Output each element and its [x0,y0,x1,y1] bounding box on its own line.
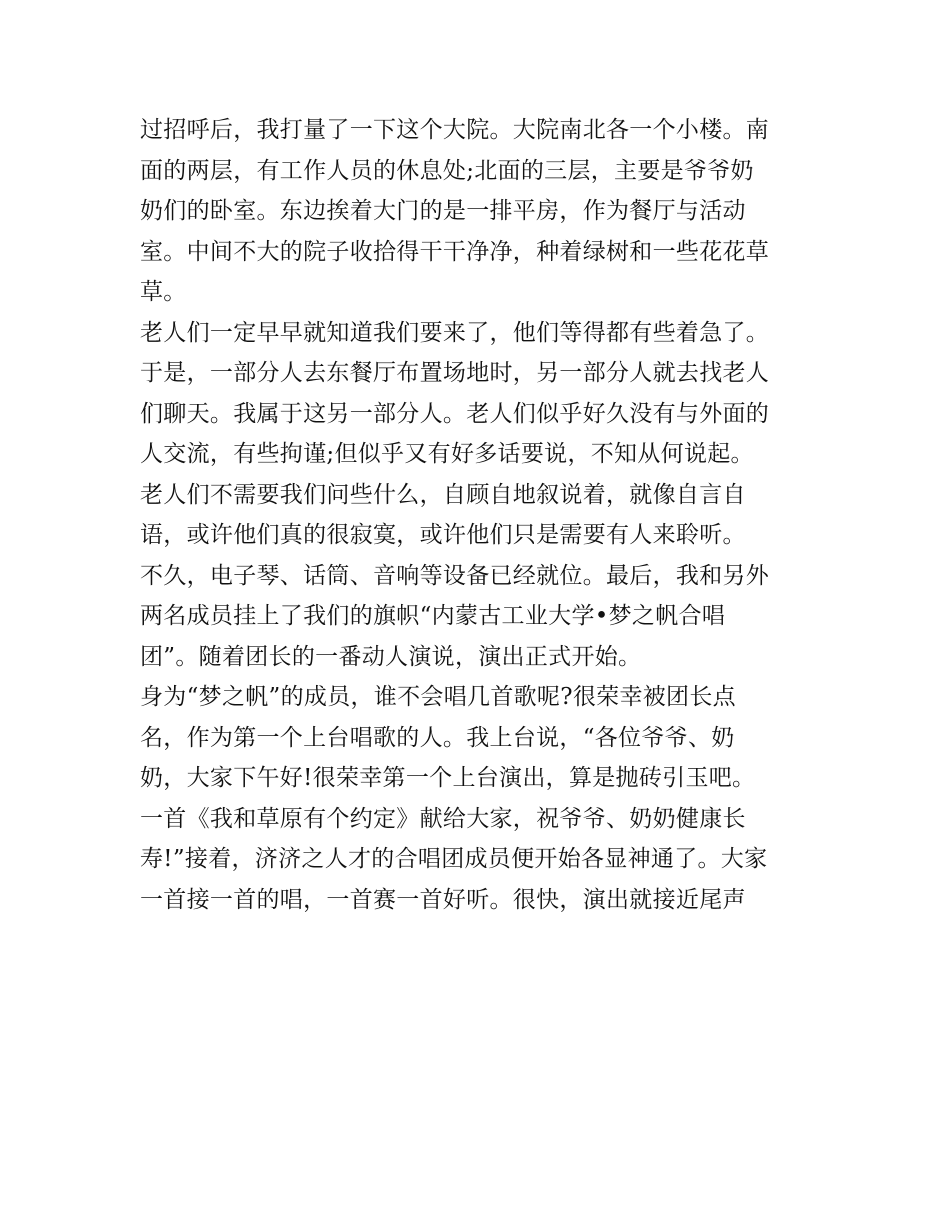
text-line: 身为“梦之帆”的成员，谁不会唱几首歌呢?很荣幸被团长点 [140,684,736,710]
text-line: 过招呼后，我打量了一下这个大院。大院南北各一个小楼。南 [140,117,770,143]
text-line: 不久，电子琴、话筒、音响等设备已经就位。最后，我和另外 [140,562,770,589]
text-line: 老人们不需要我们问些什么，自顾自地叙说着，就像自言自 [140,481,746,508]
text-line: 一首《我和草原有个约定》献给大家，祝爷爷、奶奶健康长 [140,805,746,832]
text-line: 语，或许他们真的很寂寞，或许他们只是需要有人来聆听。 [140,522,746,548]
document-body [140,110,830,920]
text-line: 团”。随着团长的一番动人演说，演出正式开始。 [140,643,642,670]
text-line: 面的两层，有工作人员的休息处;北面的三层，主要是爷爷奶 [140,157,754,184]
text-line: 草。 [140,279,187,305]
text-line: 于是，一部分人去东餐厅布置场地时，另一部分人就去找老人 [140,360,770,386]
text-line: 名，作为第一个上台唱歌的人。我上台说，“各位爷爷、奶 [140,724,735,751]
text-line: 们聊天。我属于这另一部分人。老人们似乎好久没有与外面的 [140,400,770,427]
text-line: 奶们的卧室。东边挨着大门的是一排平房，作为餐厅与活动 [140,198,746,224]
text-line: 奶，大家下午好!很荣幸第一个上台演出，算是抛砖引玉吧。 [140,765,756,791]
text-line: 老人们一定早早就知道我们要来了，他们等得都有些着急了。 [140,319,770,346]
text-line: 室。中间不大的院子收拾得干干净净，种着绿树和一些花花草 [140,238,770,265]
text-line: 人交流，有些拘谨;但似乎又有好多话要说，不知从何说起。 [140,441,754,467]
text-line: 两名成员挂上了我们的旗帜“内蒙古工业大学•梦之帆合唱 [140,603,726,629]
text-line: 寿!”接着，济济之人才的合唱团成员便开始各显神通了。大家 [140,846,768,872]
text-line: 一首接一首的唱，一首赛一首好听。很快，演出就接近尾声 [140,886,746,913]
